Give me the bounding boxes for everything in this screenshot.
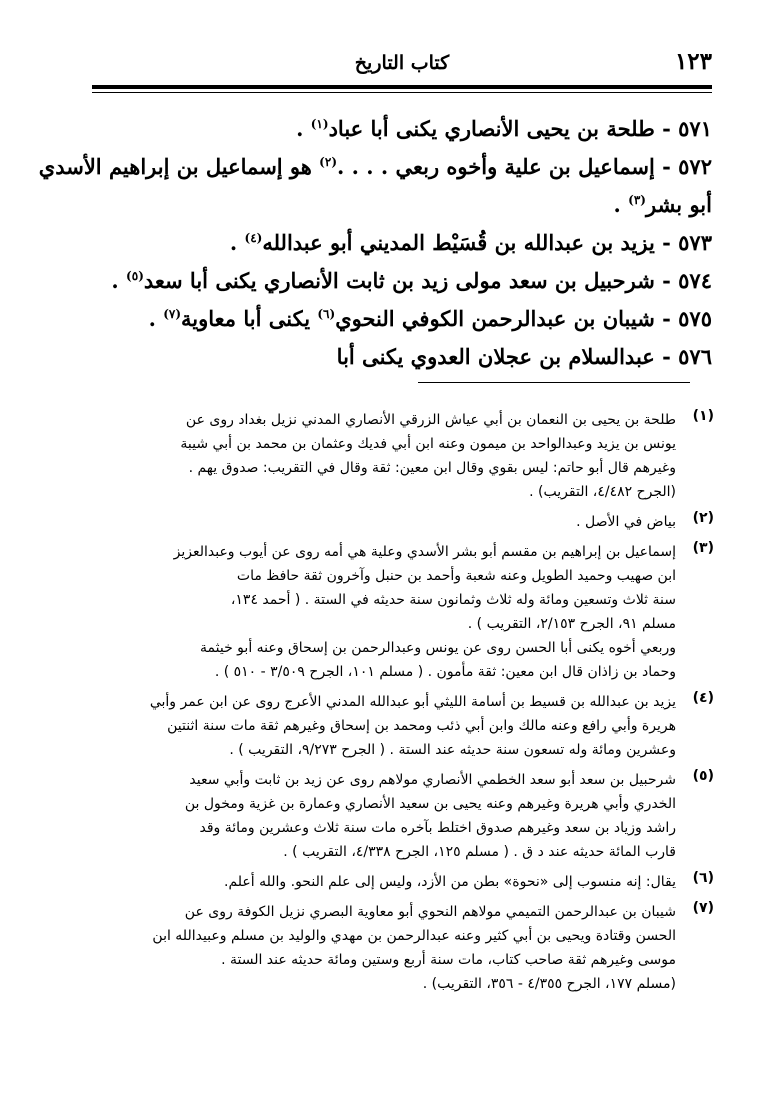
- entries-list: [38, 110, 712, 376]
- footnote-ref[interactable]: (٧): [163, 307, 182, 321]
- footnote-5: [84, 768, 714, 864]
- footnote-ref[interactable]: (٣): [628, 193, 646, 207]
- footnote-number: (٣): [692, 540, 714, 556]
- footnote-6: [84, 870, 714, 894]
- footnote-4: [84, 690, 714, 762]
- footnote-2: [84, 510, 714, 534]
- footnote-line: ابن صهيب وحميد الطويل وعنه شعبة وأحمد بن حنبل وآخرون ثقة حافظ مات: [236, 568, 676, 584]
- footnote-line: (الجرح ٤/٤٨٢، التقريب) .: [529, 484, 676, 500]
- entry-tail: هو إسماعيل بن إبراهيم الأسدي: [38, 154, 320, 179]
- entry-continuation: [90, 186, 712, 224]
- footnote-line: يقال: إنه منسوب إلى «نحوة» بطن من الأزد، وليس إلى علم النحو. والله أعلم.: [224, 874, 676, 890]
- footnote-line: راشد وزياد بن سعد وغيرهم صدوق اختلط بآخره مات سنة ثلاث وعشرين ومائة وقد: [199, 820, 676, 836]
- entry-tail: .: [296, 116, 311, 141]
- entry-tail: .: [229, 230, 245, 255]
- footnote-line: وعشرين ومائة وله تسعون سنة حديثه عند الستة . ( الجرح ٩/٢٧٣، التقريب ) .: [229, 742, 676, 758]
- entry-number: ٥٧٥ -: [662, 306, 712, 331]
- footnote-ref[interactable]: (٥): [126, 269, 144, 283]
- footnote-number: (١): [692, 408, 714, 424]
- header-rule-thin: [92, 92, 712, 93]
- entry-tail: .: [111, 268, 127, 293]
- footnote-ref[interactable]: (١): [310, 117, 329, 131]
- footnote-separator: [418, 382, 690, 383]
- footnote-line: شيبان بن عبدالرحمن التميمي مولاهم النحوي أبو معاوية البصري نزيل الكوفة روى عن: [184, 904, 676, 920]
- entry-574: [90, 262, 712, 300]
- entry-text: عبدالسلام بن عجلان العدوي يكنى أبا: [336, 344, 655, 369]
- footnote-line: مسلم ٩١، الجرح ٢/١٥٣، التقريب ) .: [467, 616, 676, 632]
- entry-number: ٥٧٤ -: [662, 268, 712, 293]
- footnotes: [84, 408, 714, 1002]
- entry-number: ٥٧٢ -: [662, 154, 712, 179]
- entry-number: ٥٧٦ -: [662, 344, 712, 369]
- footnote-line: وحماد بن زاذان قال ابن معين: ثقة مأمون . ( مسلم ١٠١، الجرح ٣/٥٠٩ - ٥١٠ ) .: [214, 664, 676, 680]
- footnote-line: طلحة بن يحيى بن النعمان بن أبي عياش الزرقي الأنصاري المدني نزيل بغداد روى عن: [185, 412, 676, 428]
- footnote-ref[interactable]: (٤): [244, 231, 263, 245]
- entry-number: ٥٧١ -: [662, 116, 712, 141]
- entry-text: يزيد بن عبدالله بن قُسَيْط المديني أبو عبدالله: [262, 230, 655, 255]
- footnote-7: [84, 900, 714, 996]
- footnote-line: بياض في الأصل .: [576, 514, 676, 530]
- page-header: [92, 48, 712, 86]
- footnote-line: يونس بن يزيد وعبدالواحد بن ميمون وعنه ابن أبي فديك وعثمان بن محمد بن أبي شيبة: [180, 436, 676, 452]
- entry-572: [38, 148, 712, 224]
- footnote-number: (٦): [692, 870, 714, 886]
- footnote-line: الحسن وقتادة ويحيى بن أبي كثير وعنه عبدالرحمن بن مهدي والوليد بن مسلم وعبيدالله ابن: [152, 928, 676, 944]
- footnote-ref[interactable]: (٢): [319, 155, 337, 169]
- footnote-line: إسماعيل بن إبراهيم بن مقسم أبو بشر الأسدي وعلية هي أمه روى عن أيوب وعبدالعزيز: [173, 544, 676, 560]
- entry-tail: .: [148, 306, 164, 331]
- footnote-line: الخدري وأبي هريرة وغيرهم وعنه يحيى بن سعيد الأنصاري وعمارة بن غزية ومخول بن: [184, 796, 676, 812]
- entry-number: ٥٧٣ -: [662, 230, 712, 255]
- entry-text: شرحبيل بن سعد مولى زيد بن ثابت الأنصاري يكنى أبا سعد: [143, 268, 655, 293]
- footnote-line: (مسلم ١٧٧، الجرح ٤/٣٥٥ - ٣٥٦، التقريب) .: [422, 976, 676, 992]
- footnote-line: شرحبيل بن سعد أبو سعد الخطمي الأنصاري مولاهم روى عن زيد بن ثابت وأبي سعيد: [189, 772, 676, 788]
- entry-text: شيبان بن عبدالرحمن الكوفي النحوي: [335, 306, 655, 331]
- footnote-number: (٥): [692, 768, 714, 784]
- page-number: ١٢٣: [674, 48, 712, 75]
- footnote-number: (٢): [692, 510, 714, 526]
- entry-cont-text: أبو بشر: [645, 192, 712, 217]
- footnote-line: سنة ثلاث وتسعين ومائة وله ثلاث وثمانون سنة حديثه في الستة . ( أحمد ١٣٤،: [230, 592, 676, 608]
- entry-text: إسماعيل بن علية وأخوه ربعي . . . .: [337, 154, 655, 179]
- entry-tail: يكنى أبا معاوية: [181, 306, 318, 331]
- footnote-line: قارب المائة حديثه عند د ق . ( مسلم ١٢٥، الجرح ٤/٣٣٨، التقريب ) .: [283, 844, 676, 860]
- footnote-3: [84, 540, 714, 684]
- footnote-line: وربعي أخوه يكنى أبا الحسن روى عن يونس وعبدالرحمن بن إسحاق وعنه أبو خيثمة: [200, 640, 676, 656]
- entry-573: [90, 224, 712, 262]
- footnote-1: [84, 408, 714, 504]
- footnote-line: يزيد بن عبدالله بن قسيط بن أسامة الليثي أبو عبدالله المدني الأعرج روى عن ابن عمر وأبي: [149, 694, 676, 710]
- footnote-number: (٤): [692, 690, 714, 706]
- running-title: كتاب التاريخ: [354, 52, 450, 74]
- header-rule: [92, 85, 712, 89]
- entry-text: طلحة بن يحيى الأنصاري يكنى أبا عباد: [328, 116, 655, 141]
- entry-cont-tail: .: [613, 192, 629, 217]
- footnote-line: موسى وغيرهم ثقة صاحب كتاب، مات سنة أربع وستين ومائة حديثه عند الستة .: [221, 952, 676, 968]
- footnote-ref[interactable]: (٦): [317, 307, 336, 321]
- footnote-line: وغيرهم قال أبو حاتم: ليس بقوي وقال ابن معين: ثقة وقال في التقريب: صدوق يهم .: [188, 460, 676, 476]
- footnote-line: هريرة وأبي رافع وعنه مالك وابن أبي ذئب ومحمد بن إسحاق وغيرهم ثقة مات سنة اثنتين: [167, 718, 676, 734]
- entry-576: [90, 338, 712, 376]
- entry-571: [90, 110, 712, 148]
- entry-575: [90, 300, 712, 338]
- footnote-number: (٧): [692, 900, 714, 916]
